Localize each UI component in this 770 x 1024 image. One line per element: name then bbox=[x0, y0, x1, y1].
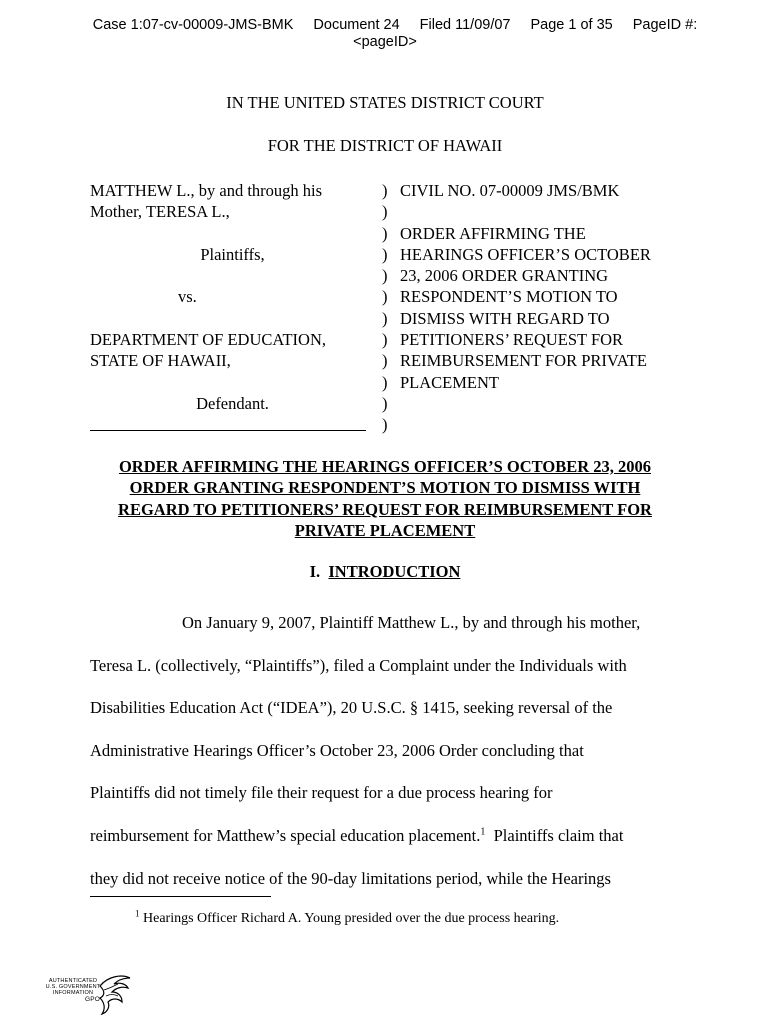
ecf-header-line bbox=[0, 17, 770, 34]
body-paragraph bbox=[90, 602, 675, 900]
body-line-with-footnote bbox=[90, 815, 675, 858]
footnote-text: Hearings Officer Richard A. Young presided over the due process hearing. bbox=[143, 911, 560, 926]
order-title-line: REGARD TO PETITIONERS’ REQUEST FOR REIMBURSEMENT FOR bbox=[118, 499, 652, 519]
caption-parentheses: ) ) ) ) ) ) ) ) ) ) ) ) bbox=[382, 181, 388, 435]
gpo-seal-text bbox=[42, 978, 104, 1003]
plaintiff-name: MATTHEW L., by and through his bbox=[90, 181, 323, 200]
pageid-label: PageID #: bbox=[632, 17, 698, 33]
body-line: Plaintiffs did not timely file their request for a due process hearing for bbox=[90, 783, 553, 803]
versus-label: vs. bbox=[178, 287, 197, 307]
section-title: INTRODUCTION bbox=[328, 562, 461, 581]
plaintiff-name-cont: Mother, TERESA L., bbox=[90, 202, 230, 222]
pageid-value: <pageID> bbox=[353, 34, 417, 50]
caption-order-line: HEARINGS OFFICER’S OCTOBER bbox=[400, 244, 651, 264]
caption-order-line: ORDER AFFIRMING THE bbox=[400, 223, 586, 243]
section-number: I. bbox=[309, 562, 321, 581]
gpo-mark: GPO bbox=[84, 996, 100, 1003]
body-line-tail: Plaintiffs claim that bbox=[493, 825, 624, 845]
body-line: Disabilities Education Act (“IDEA”), 20 U.S.C. § 1415, seeking reversal of the bbox=[90, 698, 613, 718]
caption-order-line: PETITIONERS’ REQUEST FOR bbox=[400, 330, 624, 350]
caption-order-line: DISMISS WITH REGARD TO bbox=[400, 308, 610, 328]
case-number: Case 1:07-cv-00009-JMS-BMK bbox=[92, 17, 294, 33]
footnote bbox=[135, 908, 560, 927]
document-number: Document 24 bbox=[313, 17, 400, 33]
order-title-line: PRIVATE PLACEMENT bbox=[294, 520, 476, 540]
defendant-name-cont: STATE OF HAWAII, bbox=[90, 351, 231, 371]
court-district: FOR THE DISTRICT OF HAWAII bbox=[267, 136, 503, 155]
caption-order-line: REIMBURSEMENT FOR PRIVATE bbox=[400, 351, 647, 371]
eagle-icon bbox=[98, 972, 132, 1016]
gpo-seal-line: INFORMATION bbox=[52, 990, 94, 996]
gpo-seal-line: AUTHENTICATED bbox=[48, 978, 98, 984]
plaintiffs-label: Plaintiffs, bbox=[200, 244, 265, 264]
defendant-label: Defendant. bbox=[196, 393, 269, 413]
court-name: IN THE UNITED STATES DISTRICT COURT bbox=[226, 93, 544, 112]
caption-order-line: PLACEMENT bbox=[400, 372, 499, 392]
caption-order-line: 23, 2006 ORDER GRANTING bbox=[400, 266, 609, 286]
page-count: Page 1 of 35 bbox=[530, 17, 613, 33]
body-line: Administrative Hearings Officer’s October 23, 2006 Order concluding that bbox=[90, 740, 584, 760]
body-line-text: reimbursement for Matthew’s special education placement. bbox=[90, 825, 481, 845]
gpo-authentication-seal bbox=[42, 972, 132, 1016]
body-line: On January 9, 2007, Plaintiff Matthew L., by and through his mother, bbox=[182, 613, 641, 632]
order-title-line: ORDER AFFIRMING THE HEARINGS OFFICER’S OCTOBER 23, 2006 bbox=[118, 457, 652, 476]
caption-rule bbox=[90, 414, 375, 435]
footnote-reference[interactable]: 1 bbox=[480, 826, 486, 838]
order-title-line: ORDER GRANTING RESPONDENT’S MOTION TO DISMISS WITH bbox=[129, 478, 641, 498]
body-line: they did not receive notice of the 90-day limitations period, while the Hearings bbox=[90, 868, 611, 888]
section-heading bbox=[0, 562, 770, 582]
filed-date: Filed 11/09/07 bbox=[419, 17, 511, 33]
body-line: Teresa L. (collectively, “Plaintiffs”), filed a Complaint under the Individuals with bbox=[90, 655, 627, 675]
civil-number: CIVIL NO. 07-00009 JMS/BMK bbox=[400, 181, 620, 200]
footnote-number: 1 bbox=[135, 908, 140, 919]
gpo-seal-line: U.S. GOVERNMENT bbox=[45, 984, 101, 990]
ecf-header bbox=[0, 17, 770, 51]
caption-parties bbox=[90, 180, 375, 436]
defendant-name: DEPARTMENT OF EDUCATION, bbox=[90, 330, 326, 350]
order-title bbox=[90, 456, 680, 541]
case-caption bbox=[90, 180, 690, 435]
caption-order-line: RESPONDENT’S MOTION TO bbox=[400, 287, 618, 307]
footnote-separator bbox=[90, 896, 271, 897]
caption-case-info bbox=[400, 180, 700, 393]
